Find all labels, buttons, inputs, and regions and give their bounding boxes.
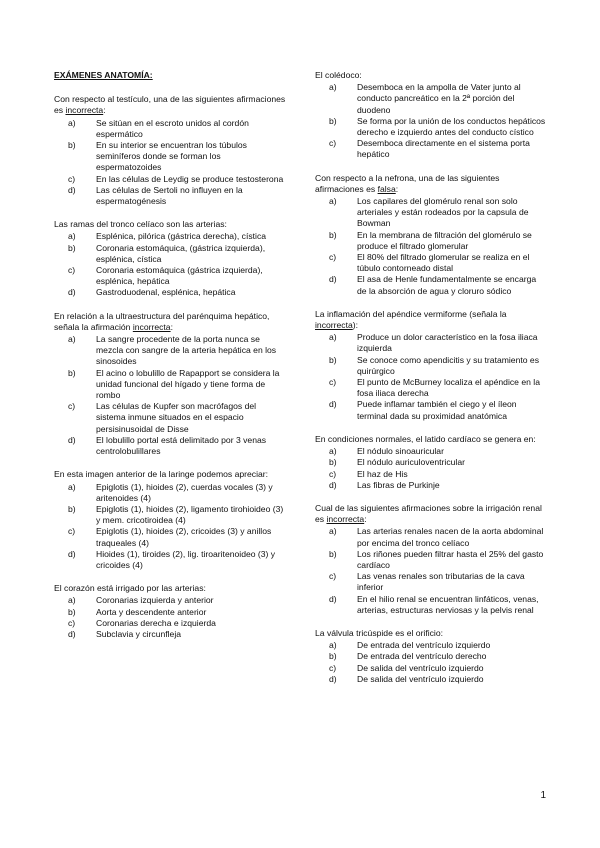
option-letter: c) bbox=[329, 662, 337, 673]
option-list bbox=[315, 332, 547, 422]
answer-option bbox=[315, 549, 547, 571]
option-list bbox=[315, 446, 547, 491]
option-text: El haz de His bbox=[357, 468, 408, 479]
answer-option bbox=[54, 265, 286, 287]
option-text: Coronarias izquierda y anterior bbox=[96, 595, 214, 606]
option-letter: b) bbox=[329, 229, 337, 240]
answer-option bbox=[315, 274, 547, 296]
answer-option bbox=[54, 401, 286, 435]
document-title: EXÁMENES ANATOMÍA: bbox=[54, 70, 153, 80]
option-text: Desemboca en la ampolla de Vater junto al conducto pancreático en la 2ª porción del duodeno bbox=[357, 82, 521, 115]
answer-option bbox=[54, 607, 286, 618]
answer-option bbox=[315, 332, 547, 354]
stem-text: La inflamación del apéndice vermiforme (señala la bbox=[315, 308, 507, 319]
option-text: Gastroduodenal, esplénica, hepática bbox=[96, 287, 236, 298]
answer-option bbox=[315, 446, 547, 457]
option-text: Aorta y descendente anterior bbox=[96, 606, 207, 617]
answer-option bbox=[315, 377, 547, 399]
answer-option bbox=[315, 571, 547, 593]
answer-option bbox=[315, 138, 547, 160]
option-text: Hioides (1), tiroides (2), lig. tiroaritenoideo (3) y cricoides (4) bbox=[96, 548, 276, 570]
option-letter: c) bbox=[329, 468, 337, 479]
answer-option bbox=[315, 116, 547, 138]
option-text: El asa de Henle fundamentalmente se encarga de la absorción de agua y cloruro sódico bbox=[357, 274, 537, 296]
option-list bbox=[315, 82, 547, 160]
option-letter: d) bbox=[329, 399, 337, 410]
option-letter: a) bbox=[68, 595, 76, 606]
option-letter: b) bbox=[68, 242, 76, 253]
option-letter: c) bbox=[329, 138, 337, 149]
option-letter: c) bbox=[329, 377, 337, 388]
stem-text: El corazón está irrigado por las arterias: bbox=[54, 583, 206, 594]
answer-option bbox=[54, 618, 286, 629]
answer-option bbox=[54, 526, 286, 548]
option-text: Las fibras de Purkinje bbox=[357, 479, 440, 490]
option-text: Desemboca directamente en el sistema porta hepático bbox=[357, 138, 530, 160]
question bbox=[315, 503, 547, 616]
option-text: De salida del ventrículo izquierdo bbox=[357, 662, 484, 673]
stem-text: En relación a la ultraestructura del parénquima hepático, señala la afirmación bbox=[54, 310, 270, 332]
answer-option bbox=[54, 231, 286, 242]
answer-option bbox=[54, 629, 286, 640]
answer-option bbox=[315, 82, 547, 116]
option-text: Epiglotis (1), hioides (2), cricoides (3) y anillos traqueales (4) bbox=[96, 526, 272, 548]
option-list bbox=[315, 640, 547, 685]
answer-option bbox=[54, 334, 286, 368]
question-stem bbox=[315, 70, 547, 81]
question-stem bbox=[315, 434, 547, 445]
option-list bbox=[315, 526, 547, 616]
option-letter: a) bbox=[329, 196, 337, 207]
stem-text: Con respecto a la nefrona, una de las siguientes afirmaciones es bbox=[315, 172, 500, 194]
option-text: El lobulillo portal está delimitado por 3 venas centrolobulillares bbox=[96, 434, 267, 457]
answer-option bbox=[54, 368, 286, 402]
question bbox=[54, 469, 286, 571]
option-list bbox=[315, 196, 547, 297]
stem-text: Las ramas del tronco celíaco son las arterias: bbox=[54, 219, 227, 230]
option-letter: b) bbox=[68, 367, 76, 378]
left-column bbox=[54, 70, 286, 652]
question-stem bbox=[54, 94, 286, 116]
option-letter: b) bbox=[329, 115, 337, 126]
answer-option bbox=[54, 185, 286, 207]
question bbox=[54, 219, 286, 298]
option-text: Las células de Sertoli no influyen en la espermatogénesis bbox=[96, 184, 243, 207]
option-letter: d) bbox=[68, 628, 76, 639]
option-letter: b) bbox=[329, 457, 337, 468]
option-text: En la membrana de filtración del glomérulo se produce el filtrado glomerular bbox=[357, 229, 532, 251]
option-text: Produce un dolor característico en la fosa iliaca izquierda bbox=[357, 332, 538, 354]
answer-option bbox=[315, 480, 547, 491]
option-text: El nódulo sinoauricular bbox=[357, 446, 444, 457]
page-number: 1 bbox=[540, 790, 546, 801]
option-letter: a) bbox=[68, 117, 76, 128]
option-letter: a) bbox=[329, 332, 337, 343]
answer-option bbox=[315, 399, 547, 421]
option-text: De entrada del ventrículo derecho bbox=[357, 651, 487, 662]
answer-option bbox=[315, 651, 547, 662]
option-letter: b) bbox=[329, 651, 337, 662]
option-letter: c) bbox=[68, 401, 76, 412]
option-text: De salida del ventrículo izquierdo bbox=[357, 673, 484, 684]
answer-option bbox=[315, 196, 547, 230]
answer-option bbox=[315, 594, 547, 616]
option-text: Epiglotis (1), hioides (2), cuerdas vocales (3) y aritenoides (4) bbox=[96, 481, 273, 503]
option-letter: c) bbox=[68, 617, 76, 628]
stem-text: En esta imagen anterior de la laringe podemos apreciar: bbox=[54, 469, 269, 480]
question-stem bbox=[54, 469, 286, 480]
stem-tail: : bbox=[103, 105, 106, 116]
option-letter: a) bbox=[329, 446, 337, 457]
stem-tail: : bbox=[170, 321, 173, 332]
answer-option bbox=[315, 640, 547, 651]
option-letter: b) bbox=[329, 354, 337, 365]
option-text: El 80% del filtrado glomerular se realiza en el túbulo contorneado distal bbox=[357, 252, 530, 274]
option-list bbox=[54, 334, 286, 457]
option-letter: c) bbox=[68, 526, 76, 537]
answer-option bbox=[54, 482, 286, 504]
stem-emphasis: incorrecta bbox=[132, 321, 171, 332]
stem-emphasis: incorrecta bbox=[315, 320, 353, 331]
stem-emphasis: incorrecta bbox=[65, 105, 104, 116]
answer-option bbox=[54, 140, 286, 174]
option-letter: b) bbox=[68, 140, 76, 151]
question-stem bbox=[315, 503, 547, 525]
option-text: El nódulo auriculoventricular bbox=[357, 457, 465, 468]
question bbox=[315, 70, 547, 161]
option-text: La sangre procedente de la porta nunca se mezcla con sangre de la arteria hepática en los sinosoides bbox=[96, 334, 277, 367]
option-letter: a) bbox=[329, 526, 337, 537]
answer-option bbox=[54, 118, 286, 140]
option-text: Coronaria estomáquica, (gástrica izquierda), esplénica, cística bbox=[96, 242, 266, 264]
answer-option bbox=[315, 355, 547, 377]
question-stem bbox=[54, 219, 286, 230]
option-text: Se forma por la unión de los conductos hepáticos derecho e izquierdo antes del conducto cístico bbox=[357, 115, 546, 138]
answer-option bbox=[315, 663, 547, 674]
option-letter: c) bbox=[329, 571, 337, 582]
answer-option bbox=[315, 230, 547, 252]
option-text: Coronarias derecha e izquierda bbox=[96, 617, 216, 628]
stem-tail: : bbox=[395, 183, 399, 194]
answer-option bbox=[315, 674, 547, 685]
answer-option bbox=[54, 549, 286, 571]
answer-option bbox=[54, 595, 286, 606]
option-letter: a) bbox=[329, 82, 337, 93]
option-list bbox=[54, 595, 286, 640]
option-text: Puede inflamar también el ciego y el íleon terminal dada su proximidad anatómica bbox=[357, 399, 517, 421]
answer-option bbox=[54, 174, 286, 185]
option-text: Las células de Kupfer son macrófagos del sistema inmune situados en el espacio persisinusoidal de Disse bbox=[96, 401, 257, 434]
stem-tail: ): bbox=[352, 320, 358, 331]
question-stem bbox=[315, 173, 547, 195]
option-text: En el hilio renal se encuentran linfáticos, venas, arterias, estructuras nerviosas y la pelvis renal bbox=[357, 593, 539, 615]
option-letter: d) bbox=[329, 274, 337, 285]
option-list bbox=[54, 482, 286, 572]
answer-option bbox=[315, 526, 547, 548]
option-text: Se conoce como apendicitis y su tratamiento es quirúrgico bbox=[357, 354, 539, 376]
question-stem bbox=[315, 628, 547, 639]
option-text: En las células de Leydig se produce testosterona bbox=[96, 173, 284, 184]
question bbox=[54, 94, 286, 207]
option-letter: a) bbox=[68, 334, 76, 345]
option-text: En su interior se encuentran los túbulos seminíferos donde se forman los espermatozoides bbox=[96, 140, 247, 173]
question-stem bbox=[315, 309, 547, 331]
option-letter: d) bbox=[68, 184, 76, 195]
option-letter: b) bbox=[329, 548, 337, 559]
option-letter: b) bbox=[68, 503, 76, 514]
question-stem bbox=[54, 583, 286, 594]
option-letter: d) bbox=[68, 548, 76, 559]
option-text: Epiglotis (1), hioides (2), ligamento tirohioideo (3) y mem. cricotiroidea (4) bbox=[96, 503, 284, 526]
option-text: Las venas renales son tributarias de la cava inferior bbox=[357, 571, 525, 593]
stem-emphasis: incorrecta bbox=[326, 514, 365, 525]
option-text: El acino o lobulillo de Rapapport se considera la unidad funcional del hígado y tiene forma de rombo bbox=[96, 367, 280, 401]
option-text: Los capilares del glomérulo renal son solo arteriales y están rodeados por la capsula de Bowman bbox=[357, 196, 529, 229]
answer-option bbox=[54, 504, 286, 526]
answer-option bbox=[315, 457, 547, 468]
option-letter: b) bbox=[68, 606, 76, 617]
option-text: Las arterias renales nacen de la aorta abdominal por encima del tronco celíaco bbox=[357, 526, 544, 548]
option-list bbox=[54, 231, 286, 298]
option-text: Coronaria estomáquica (gástrica izquierda), esplénica, hepática bbox=[96, 265, 263, 287]
option-letter: a) bbox=[68, 231, 76, 242]
question bbox=[54, 583, 286, 640]
stem-tail: : bbox=[364, 514, 367, 525]
option-list bbox=[54, 118, 286, 208]
option-text: El punto de McBurney localiza el apéndice en la fosa iliaca derecha bbox=[357, 377, 540, 399]
question-stem bbox=[54, 311, 286, 333]
right-column bbox=[315, 70, 547, 697]
option-letter: d) bbox=[68, 434, 76, 445]
answer-option bbox=[54, 287, 286, 298]
option-letter: d) bbox=[329, 479, 337, 490]
stem-text: Con respecto al testículo, una de las siguientes afirmaciones es bbox=[54, 94, 286, 116]
stem-emphasis: falsa bbox=[377, 183, 396, 194]
option-text: Esplénica, pilórica (gástrica derecha), cística bbox=[96, 231, 267, 242]
option-letter: c) bbox=[68, 173, 76, 184]
option-text: De entrada del ventrículo izquierdo bbox=[357, 640, 491, 651]
option-letter: a) bbox=[329, 640, 337, 651]
question bbox=[315, 434, 547, 491]
answer-option bbox=[54, 243, 286, 265]
option-letter: d) bbox=[68, 287, 76, 298]
option-letter: a) bbox=[68, 481, 76, 492]
question bbox=[315, 173, 547, 297]
option-letter: c) bbox=[329, 252, 337, 263]
answer-option bbox=[315, 252, 547, 274]
stem-text: La válvula tricúspide es el orificio: bbox=[315, 627, 444, 638]
answer-option bbox=[315, 469, 547, 480]
option-text: Se sitúan en el escroto unidos al cordón espermático bbox=[96, 117, 249, 139]
answer-option bbox=[54, 435, 286, 457]
stem-text: Cual de las siguientes afirmaciones sobre la irrigación renal es bbox=[315, 502, 542, 525]
option-text: Los riñones pueden filtrar hasta el 25% del gasto cardíaco bbox=[357, 548, 544, 570]
stem-text: En condiciones normales, el latido cardíaco se genera en: bbox=[315, 433, 536, 444]
question bbox=[315, 309, 547, 422]
stem-text: El colédoco: bbox=[315, 70, 362, 80]
option-text: Subclavia y circunfleja bbox=[96, 628, 182, 639]
option-letter: d) bbox=[329, 593, 337, 604]
option-letter: d) bbox=[329, 673, 337, 684]
question bbox=[315, 628, 547, 685]
question bbox=[54, 311, 286, 458]
option-letter: c) bbox=[68, 265, 76, 276]
